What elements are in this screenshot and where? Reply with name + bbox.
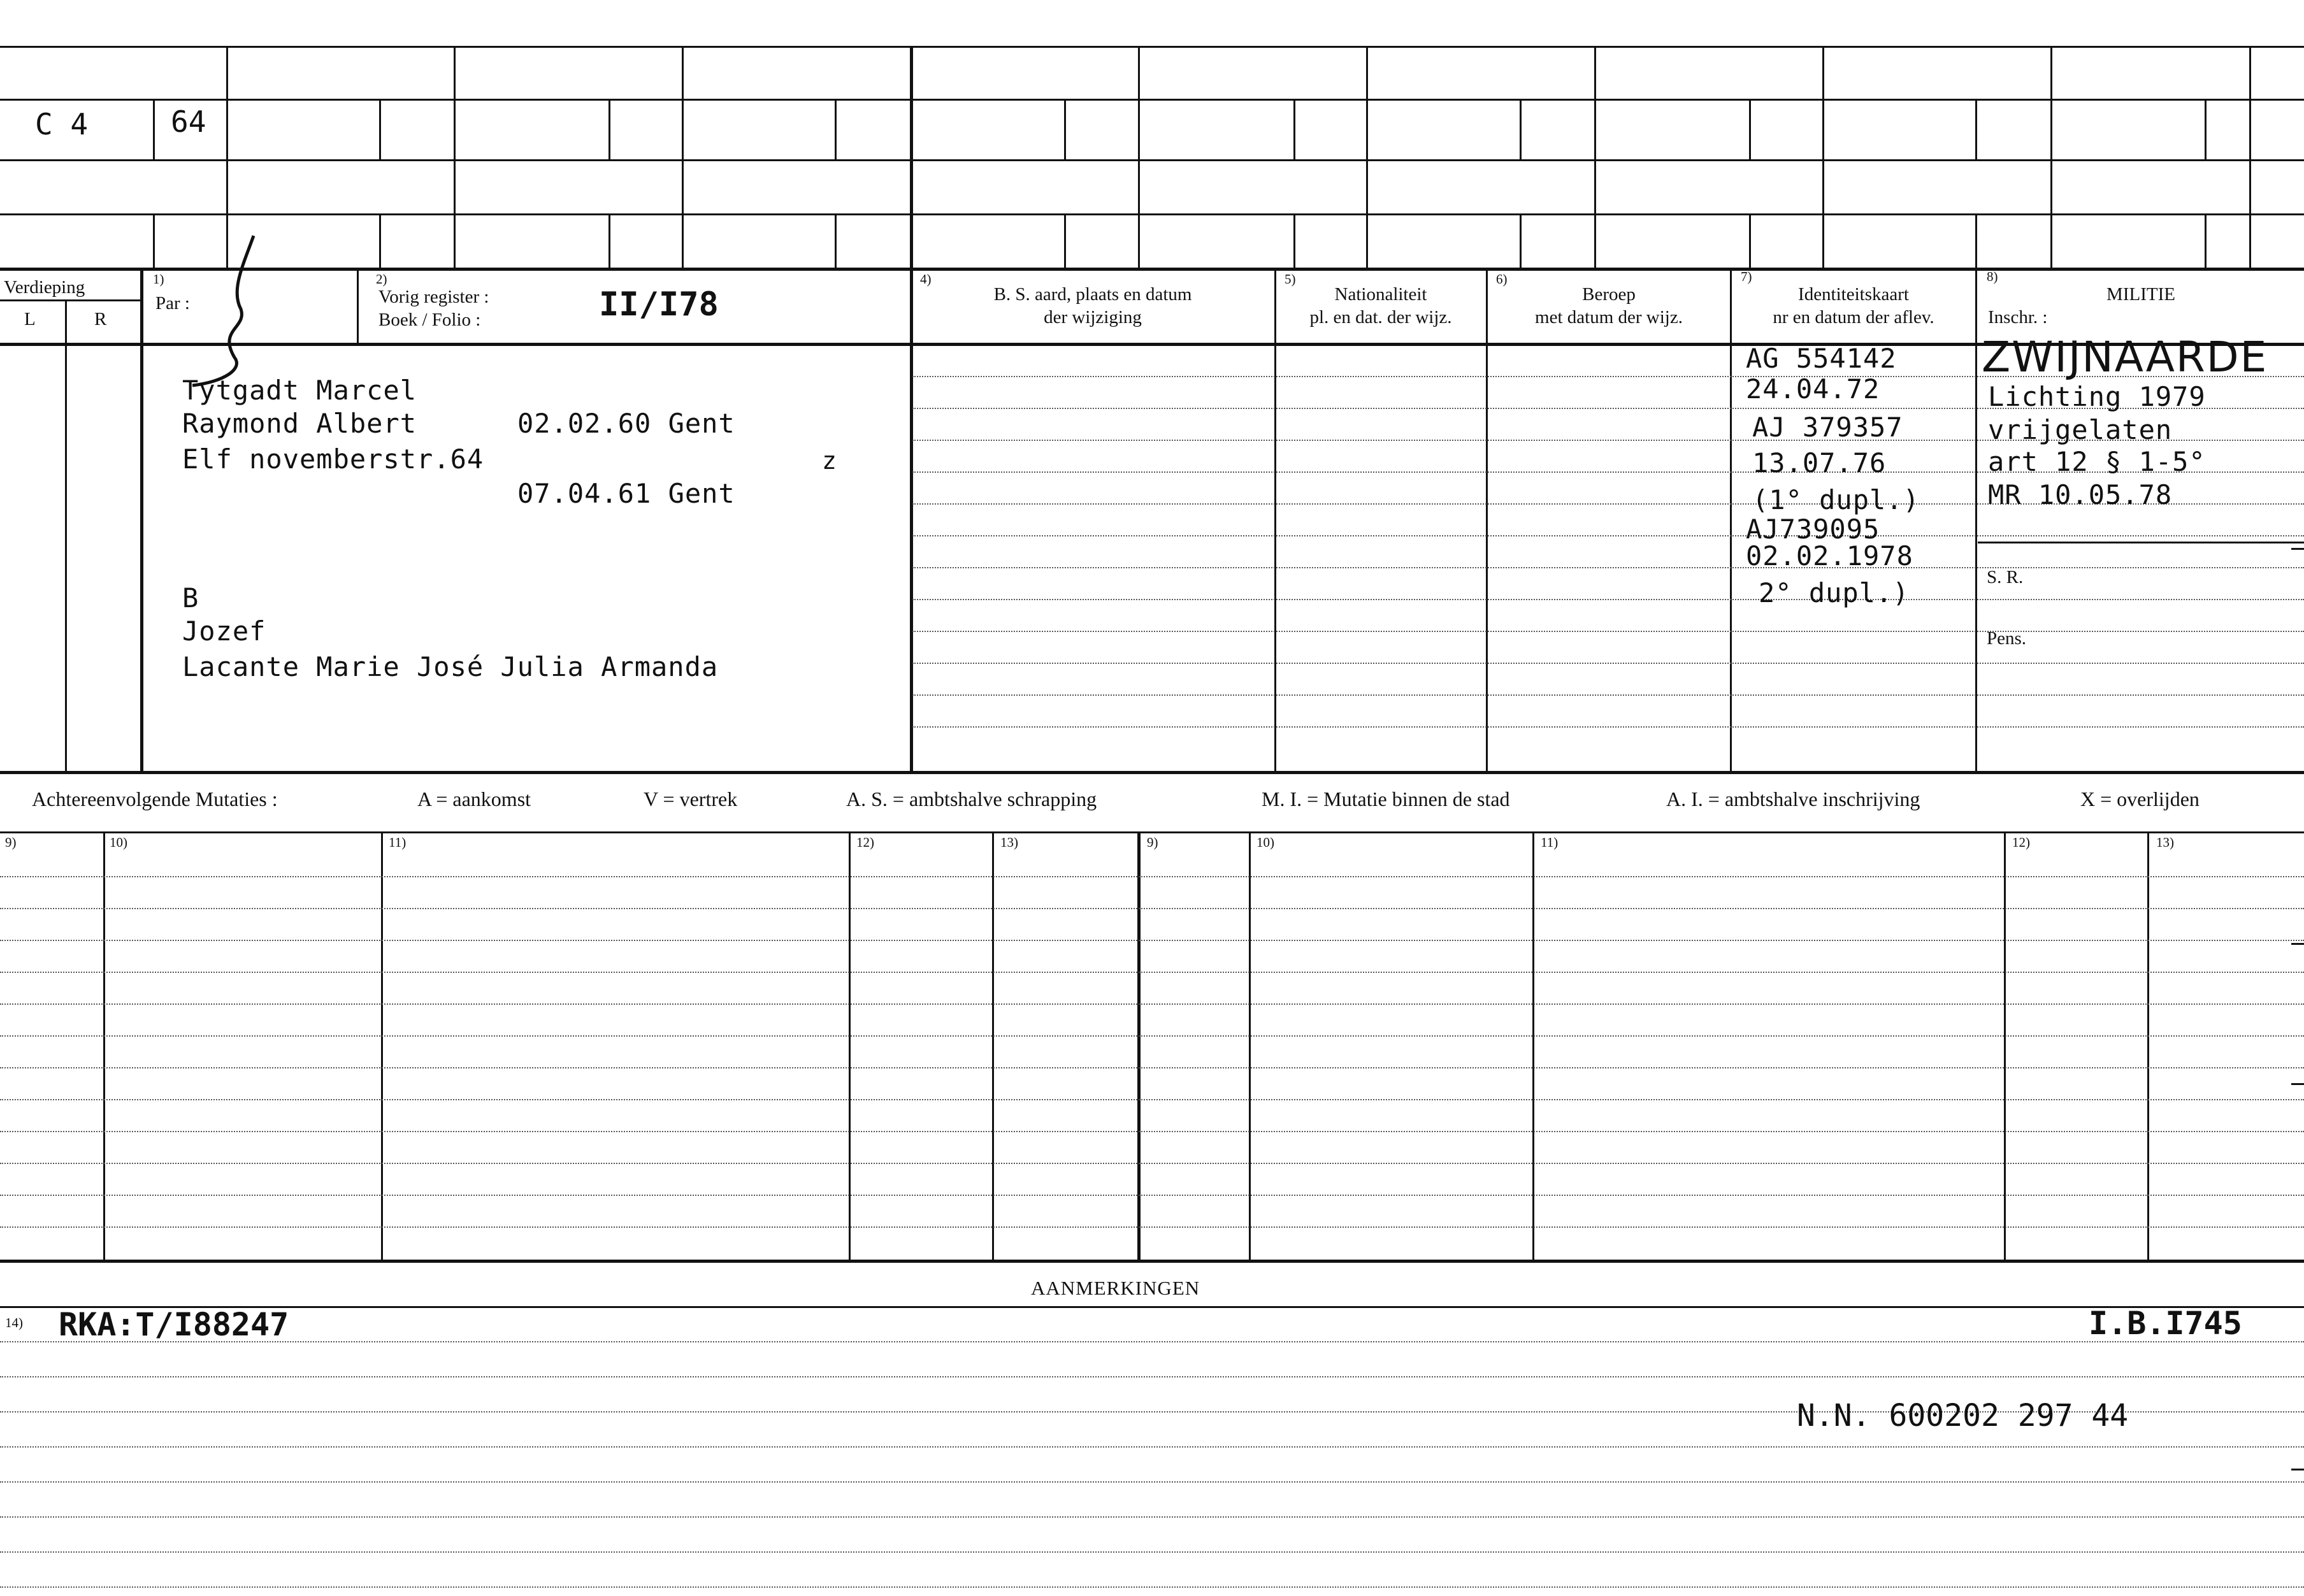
mutaties-row-line — [0, 940, 2304, 941]
mutaties-row-line — [0, 908, 2304, 909]
aanmerkingen-row-line — [0, 1481, 2304, 1483]
rka-reference: RKA:T/I88247 — [59, 1306, 289, 1343]
top-grid-vline — [2249, 46, 2251, 268]
mutaties-col-number: 10) — [110, 835, 127, 850]
aanmerkingen-number: 14) — [5, 1315, 23, 1330]
person-name-line2: Raymond Albert — [182, 408, 417, 439]
mutaties-row-line — [0, 1226, 2304, 1228]
body-row-line — [912, 567, 2304, 568]
aanmerkingen-title: AANMERKINGEN — [1031, 1277, 1200, 1299]
column-line — [140, 268, 143, 771]
top-grid-short-vline — [608, 99, 610, 159]
mutaties-top-line — [0, 831, 2304, 833]
body-row-line — [912, 726, 2304, 728]
mutaties-row-line — [0, 1003, 2304, 1005]
id-number: 7) — [1741, 269, 1752, 284]
top-grid-short-vline — [1064, 99, 1066, 159]
top-grid-vline — [1822, 46, 1824, 268]
person-name-line1: Tytgadt Marcel — [182, 375, 417, 406]
edge-tick — [2291, 1469, 2304, 1470]
top-grid-line — [0, 213, 2304, 215]
top-grid-short-vline — [1293, 213, 1295, 268]
top-grid-short-vline — [379, 213, 381, 268]
mutaties-col-number: 9) — [5, 835, 17, 850]
aanmerkingen-row-line — [0, 1446, 2304, 1448]
militie-line: art 12 § 1-5° — [1988, 446, 2206, 477]
body-row-line — [912, 535, 2304, 536]
mutaties-bottom-line — [0, 1260, 2304, 1263]
id-entry: 2° dupl.) — [1759, 577, 1910, 608]
mutaties-label: Achtereenvolgende Mutaties : — [32, 787, 278, 810]
nn-number: N.N. 600202 297 44 — [1797, 1398, 2129, 1434]
father-name: Jozef — [182, 615, 266, 647]
top-grid-line — [0, 99, 2304, 101]
mutaties-row-line — [0, 876, 2304, 877]
id-entry: 13.07.76 — [1752, 447, 1887, 478]
boek-folio-label: Boek / Folio : — [378, 310, 481, 330]
top-grid-short-vline — [1064, 213, 1066, 268]
mutaties-col-number: 11) — [389, 835, 407, 850]
body-row-line — [912, 694, 2304, 696]
top-grid-short-vline — [1975, 99, 1977, 159]
edge-tick — [2291, 1083, 2304, 1085]
top-grid-short-vline — [1520, 213, 1522, 268]
mutaties-col-number: 13) — [1000, 835, 1018, 850]
mutaties-legend-item: A = aankomst — [417, 787, 531, 810]
header-top-line — [0, 268, 2304, 271]
id-label-line2: nr en datum der aflev. — [1773, 307, 1934, 327]
mutaties-legend-item: A. S. = ambtshalve schrapping — [846, 787, 1097, 810]
body-row-line — [912, 663, 2304, 664]
mutaties-row-line — [0, 1195, 2304, 1196]
body-row-line — [912, 631, 2304, 632]
id-entry: AG 554142 — [1746, 343, 1897, 374]
id-entry: 02.02.1978 — [1746, 540, 1913, 572]
militie-line: vrijgelaten — [1988, 414, 2173, 445]
mutaties-col-number: 12) — [2012, 835, 2030, 850]
second-date-place: 07.04.61 Gent — [517, 478, 735, 509]
mutaties-col-number: 11) — [1541, 835, 1559, 850]
vorig-register-label: Vorig register : — [378, 287, 489, 307]
nat-label-line2: pl. en dat. der wijz. — [1309, 307, 1452, 327]
mutaties-row-line — [0, 1131, 2304, 1132]
verdieping-divider — [0, 299, 140, 301]
birth-date-place: 02.02.60 Gent — [517, 408, 735, 439]
top-grid-line — [0, 159, 2304, 161]
aanmerkingen-line — [0, 1306, 2304, 1308]
top-grid-short-vline — [608, 213, 610, 268]
bs-label-line1: B. S. aard, plaats en datum — [993, 284, 1192, 305]
top-grid-short-vline — [1293, 99, 1295, 159]
id-entry: AJ739095 — [1746, 514, 1880, 545]
mutaties-row-line — [0, 1035, 2304, 1037]
mutaties-legend-item: A. I. = ambtshalve inschrijving — [1666, 787, 1920, 810]
body-bottom-line — [0, 771, 2304, 774]
aanmerkingen-row-line — [0, 1376, 2304, 1377]
top-grid-vline — [1366, 46, 1368, 268]
id-entry: 24.04.72 — [1746, 373, 1880, 405]
top-grid-short-vline — [153, 99, 155, 159]
body-row-line — [912, 599, 2304, 600]
aanmerkingen-row-line — [0, 1551, 2304, 1553]
par-flourish-mark — [185, 233, 280, 392]
militie-title: MILITIE — [2106, 284, 2175, 305]
mutaties-legend-item: M. I. = Mutatie binnen de stad — [1262, 787, 1510, 810]
top-grid-short-vline — [2205, 213, 2207, 268]
top-grid-short-vline — [379, 99, 381, 159]
mutaties-legend-item: V = vertrek — [644, 787, 738, 810]
mutaties-row-line — [0, 1067, 2304, 1068]
id-entry: AJ 379357 — [1752, 412, 1903, 443]
bs-label-line2: der wijziging — [1044, 307, 1142, 327]
militie-divider — [1978, 542, 2304, 543]
top-grid-short-vline — [835, 213, 837, 268]
top-grid-short-vline — [1749, 99, 1751, 159]
column-line — [65, 299, 67, 771]
mutaties-col-number: 12) — [856, 835, 874, 850]
top-grid-short-vline — [1975, 213, 1977, 268]
vorig-number: 2) — [376, 271, 387, 287]
militie-sr-label: S. R. — [1987, 567, 2024, 587]
top-grid-line — [0, 46, 2304, 48]
top-grid-short-vline — [2205, 99, 2207, 159]
par-number: 1) — [153, 271, 164, 287]
mother-name: Lacante Marie José Julia Armanda — [182, 651, 719, 682]
ib-reference: I.B.I745 — [2089, 1305, 2242, 1342]
top-grid-vline — [2050, 46, 2052, 268]
col-r-label: R — [94, 309, 107, 329]
aanmerkingen-row-line — [0, 1516, 2304, 1518]
card-number: 64 — [171, 104, 206, 139]
z-mark: z — [822, 447, 837, 475]
mutaties-row-line — [0, 1163, 2304, 1164]
nat-label-line1: Nationaliteit — [1334, 284, 1427, 305]
nat-number: 5) — [1285, 271, 1296, 287]
column-line — [357, 268, 359, 343]
militie-line: Lichting 1979 — [1988, 381, 2206, 412]
id-entry: (1° dupl.) — [1752, 484, 1920, 515]
mutaties-col-number: 10) — [1256, 835, 1274, 850]
par-label: Par : — [155, 293, 190, 313]
header-bottom-line — [0, 343, 2304, 346]
edge-tick — [2291, 943, 2304, 945]
militie-number: 8) — [1987, 269, 1998, 284]
beroep-number: 6) — [1496, 271, 1508, 287]
militie-line: MR 10.05.78 — [1988, 479, 2173, 510]
top-grid-short-vline — [1520, 99, 1522, 159]
bs-number: 4) — [920, 271, 932, 287]
mutaties-col-number: 13) — [2156, 835, 2174, 850]
militie-pens-label: Pens. — [1987, 628, 2027, 649]
beroep-label-line2: met datum der wijz. — [1535, 307, 1683, 327]
col-l-label: L — [24, 309, 36, 329]
mutaties-legend-item: X = overlijden — [2080, 787, 2200, 810]
top-grid-vline — [1138, 46, 1140, 268]
mutaties-row-line — [0, 1099, 2304, 1100]
top-grid-short-vline — [153, 213, 155, 268]
card-code: C 4 — [35, 107, 89, 141]
father-initial: B — [182, 582, 199, 614]
person-address: Elf novemberstr.64 — [182, 443, 484, 475]
militie-inschr-label: Inschr. : — [1988, 307, 2048, 327]
top-grid-vline — [454, 46, 456, 268]
mutaties-row-line — [0, 972, 2304, 973]
mutaties-col-number: 9) — [1147, 835, 1158, 850]
aanmerkingen-row-line — [0, 1341, 2304, 1342]
top-grid-short-vline — [835, 99, 837, 159]
top-grid-vline — [1594, 46, 1596, 268]
militie-stamp: ZWIJNAARDE — [1982, 333, 2268, 382]
aanmerkingen-row-line — [0, 1586, 2304, 1588]
top-grid-vline — [910, 46, 913, 268]
id-label-line1: Identiteitskaart — [1798, 284, 1909, 305]
verdieping-label: Verdieping — [4, 277, 85, 298]
beroep-label-line1: Beroep — [1582, 284, 1636, 305]
top-grid-vline — [682, 46, 684, 268]
top-grid-short-vline — [1749, 213, 1751, 268]
vorig-register-value: II/I78 — [599, 285, 719, 324]
edge-tick — [2291, 548, 2304, 550]
